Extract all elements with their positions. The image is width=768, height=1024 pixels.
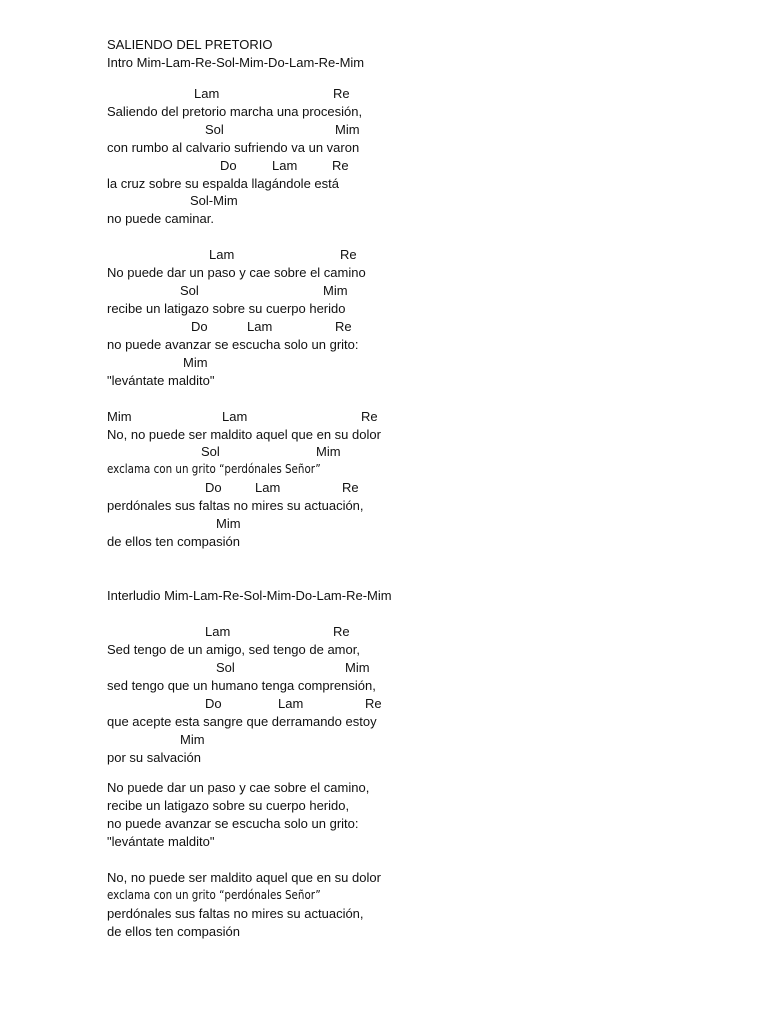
lyric-line: "levántate maldito" [107, 373, 215, 388]
chord: Mim [335, 122, 360, 137]
lyric-line: Sed tengo de un amigo, sed tengo de amor, [107, 642, 360, 657]
chord: Do [205, 696, 222, 711]
song-title: SALIENDO DEL PRETORIO [107, 37, 273, 52]
interlude-line: Interludio Mim-Lam-Re-Sol-Mim-Do-Lam-Re-Mim [107, 588, 392, 603]
chord: Mim [316, 444, 341, 459]
lyric-line: No, no puede ser maldito aquel que en su dolor [107, 870, 381, 885]
chord: Mim [216, 516, 241, 531]
lyric-line: "levántate maldito" [107, 834, 215, 849]
chord: Lam [272, 158, 298, 173]
lyric-line: con rumbo al calvario sufriendo va un varon [107, 140, 360, 155]
chord: Sol [201, 444, 220, 459]
chord: Lam [205, 624, 231, 639]
chord: Mim [107, 409, 132, 424]
lyric-line: que acepte esta sangre que derramando estoy [107, 714, 377, 729]
chord: Sol-Mim [190, 193, 238, 208]
intro-line: Intro Mim-Lam-Re-Sol-Mim-Do-Lam-Re-Mim [107, 55, 365, 70]
lyric-line: No, no puede ser maldito aquel que en su dolor [107, 427, 381, 442]
lyric-line: sed tengo que un humano tenga comprensión, [107, 678, 376, 693]
lyric-line: perdónales sus faltas no mires su actuación, [107, 906, 364, 921]
lyric-line: no puede caminar. [107, 211, 214, 226]
chord: Re [342, 480, 359, 495]
lyric-line: exclama con un grito “perdónales Señor” [107, 888, 321, 902]
chord: Sol [205, 122, 224, 137]
chord: Mim [323, 283, 348, 298]
chord: Lam [247, 319, 273, 334]
lyric-line: de ellos ten compasión [107, 534, 240, 549]
lyric-line: No puede dar un paso y cae sobre el camino [107, 265, 366, 280]
chord: Mim [183, 355, 208, 370]
lyric-line: recibe un latigazo sobre su cuerpo herido [107, 301, 346, 316]
chord: Sol [216, 660, 235, 675]
lyric-line: Saliendo del pretorio marcha una procesión, [107, 104, 363, 119]
lyric-line: por su salvación [107, 750, 201, 765]
chord: Do [191, 319, 208, 334]
chord: Lam [222, 409, 248, 424]
lyric-line: No puede dar un paso y cae sobre el camino, [107, 780, 370, 795]
chord: Lam [194, 86, 220, 101]
chord: Re [335, 319, 352, 334]
chord: Re [365, 696, 382, 711]
chord: Re [332, 158, 349, 173]
lyric-line: de ellos ten compasión [107, 924, 240, 939]
chord: Mim [180, 732, 205, 747]
chord: Sol [180, 283, 199, 298]
chord: Do [205, 480, 222, 495]
lyric-line: la cruz sobre su espalda llagándole está [107, 176, 339, 191]
chord: Re [333, 624, 350, 639]
chord: Re [333, 86, 350, 101]
lyric-line: no puede avanzar se escucha solo un grito: [107, 337, 359, 352]
chord: Lam [255, 480, 281, 495]
chord: Do [220, 158, 237, 173]
lyric-line: no puede avanzar se escucha solo un grito: [107, 816, 359, 831]
lyric-line: recibe un latigazo sobre su cuerpo herido, [107, 798, 350, 813]
chord: Lam [278, 696, 304, 711]
chord: Re [361, 409, 378, 424]
lyric-line: exclama con un grito “perdónales Señor” [107, 462, 321, 476]
chord: Mim [345, 660, 370, 675]
chord: Re [340, 247, 357, 262]
chord: Lam [209, 247, 235, 262]
lyric-line: perdónales sus faltas no mires su actuación, [107, 498, 364, 513]
